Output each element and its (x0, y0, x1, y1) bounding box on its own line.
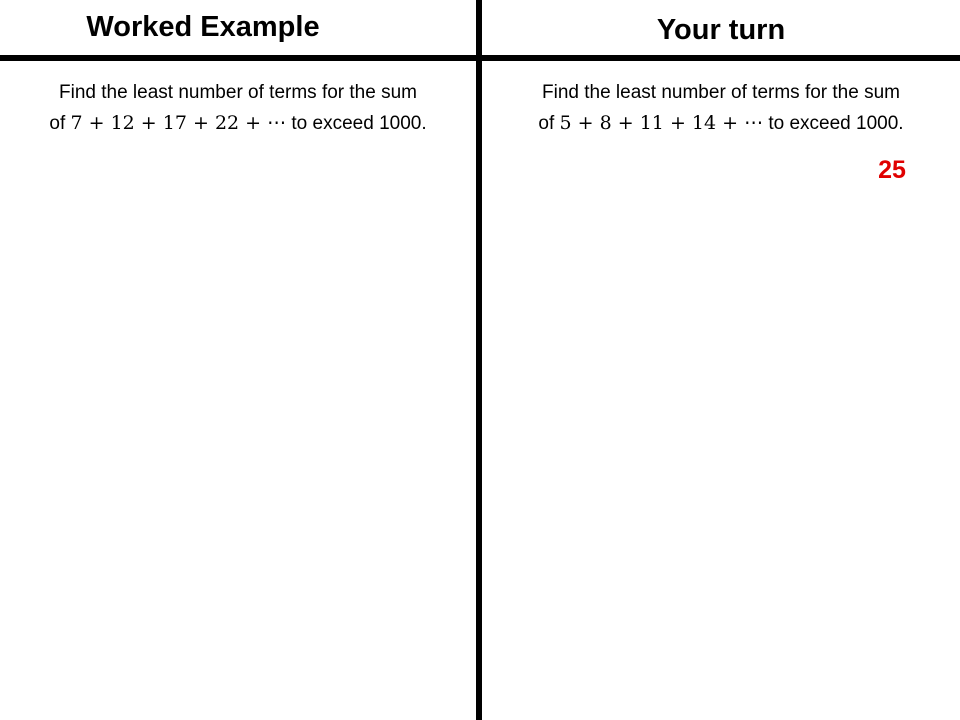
your-turn-question-line2 (482, 108, 960, 139)
your-turn-series: 5 + 8 + 11 + 14 + ⋯ (559, 112, 764, 134)
worked-example-series: 7 + 12 + 17 + 22 + ⋯ (70, 112, 287, 134)
your-turn-question (482, 78, 960, 139)
your-turn-question-suffix: to exceed 1000. (763, 113, 904, 134)
your-turn-answer: 25 (878, 156, 906, 184)
your-turn-question-line1: Find the least number of terms for the sum (542, 82, 900, 103)
your-turn-heading: Your turn (656, 14, 786, 46)
worked-example-question-suffix: to exceed 1000. (286, 113, 427, 134)
worked-example-question-prefix: of (49, 113, 71, 134)
worked-example-question (0, 78, 476, 139)
worked-example-heading: Worked Example (86, 11, 320, 43)
your-turn-question-prefix: of (538, 113, 560, 134)
worked-example-question-line2 (0, 108, 476, 139)
worked-example-question-line1: Find the least number of terms for the sum (59, 82, 417, 103)
